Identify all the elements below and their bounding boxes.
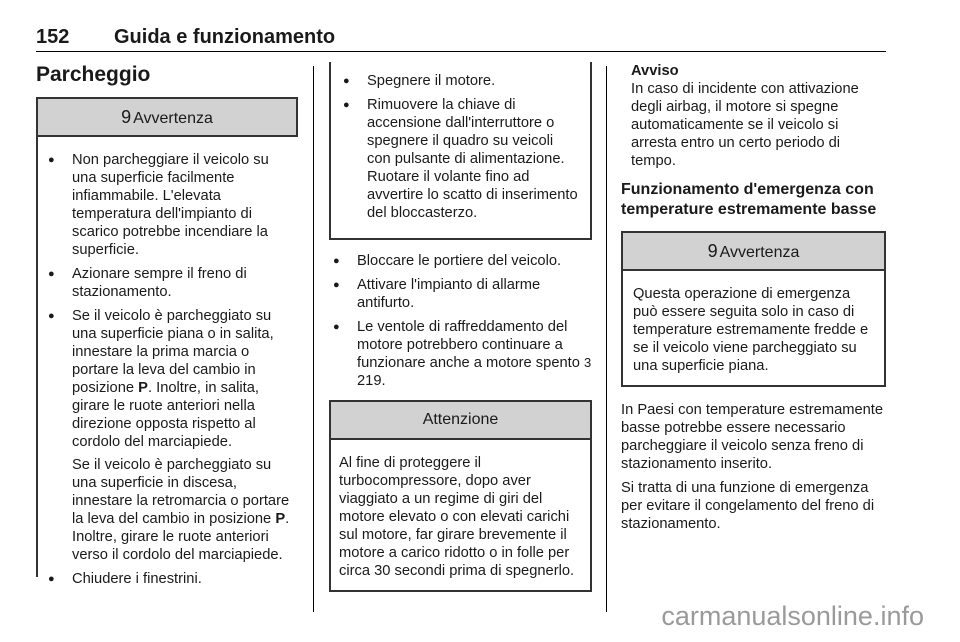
notice-title: Avviso <box>631 63 679 79</box>
column-1 <box>36 62 298 587</box>
list-item: ● Le ventole di raffreddamento del motore potrebbero continuare a funzionare anche a motore spento 3 219. <box>329 318 592 390</box>
warning-body <box>38 137 298 604</box>
warning-header <box>623 233 884 271</box>
list-item: ● Se il veicolo è parcheggiato su una superficie piana o in salita, innestare la prima marcia o portare la leva del cambio in posizione P. Inoltre, in salita, girare le ruote anteriori nella direzione opposta rispetto al cordolo del marciapiede. Se il veicolo è parcheggiato su una superficie in discesa, innestare la retromarcia o portare la leva del cambio in posizione P. Inoltre, girare le ruote anteriori verso il cordolo del marciapiede. <box>44 307 290 564</box>
column-3 <box>621 62 886 539</box>
list-item: ● Rimuovere la chiave di accensione dall'interruttore o spegnere il quadro su veicoli con pulsante di alimentazione. Ruotare il volante fino ad avvertire lo scatto di inserimento del bloccasterzo. <box>339 96 580 222</box>
warning-header <box>38 99 298 137</box>
warning-icon: 9 <box>121 107 132 127</box>
column-2 <box>329 62 592 604</box>
section-title-emergency: Funzionamento d'emergenza con temperature estremamente basse <box>621 181 877 218</box>
warning-box-continued <box>329 62 592 240</box>
warning-box-emergency <box>621 231 886 387</box>
caution-box <box>329 400 592 592</box>
list-item: ● Bloccare le portiere del veicolo. <box>329 252 592 270</box>
notice-text: In caso di incidente con attivazione degli airbag, il motore si spegne automaticamente se il veicolo si arresta entro un certo periodo di tempo. <box>631 81 859 169</box>
column-divider-1 <box>313 66 314 612</box>
caution-body: Al fine di proteggere il turbocompressore, dopo aver viaggiato a un regime di giri del motore elevato o con elevati carichi sul motore, far girare brevemente il motore a carico ridotto o in folle per circa 30 secondi prima di spegnerlo. <box>339 455 575 579</box>
paragraph: In Paesi con temperature estremamente basse potrebbe essere necessario parcheggiare il veicolo senza freno di stazionamento inserito. <box>621 402 884 472</box>
column-divider-2 <box>606 66 607 612</box>
warning-box <box>36 97 298 587</box>
list-item: ● Non parcheggiare il veicolo su una superficie facilmente infiammabile. L'elevata temperatura dell'impianto di scarico potrebbe incendiare la superficie. <box>44 151 290 259</box>
list-item: ● Attivare l'impianto di allarme antifurto. <box>329 276 592 312</box>
parking-list <box>44 151 290 588</box>
list-item: ● Azionare sempre il freno di stazionamento. <box>44 265 290 301</box>
gear-key-p: P <box>275 511 286 527</box>
section-title-parcheggio: Parcheggio <box>36 63 151 86</box>
warning-label: Avvertenza <box>719 244 800 261</box>
warning-body: Questa operazione di emergenza può essere seguita solo in caso di temperature estremamente fredde e se il veicolo viene parcheggiato su una superficie piana. <box>633 286 869 374</box>
box-list <box>339 72 580 222</box>
gear-key-p: P <box>138 380 148 396</box>
warning-icon: 9 <box>707 241 718 261</box>
paragraph: Si tratta di una funzione di emergenza per evitare il congelamento del freno di stazionamento. <box>621 480 875 532</box>
warning-body-continued <box>331 62 590 238</box>
page-header <box>36 26 886 52</box>
page-ref-icon: 3 <box>584 355 592 370</box>
page-ref: 219 <box>357 373 382 389</box>
list-item: ● Chiudere i finestrini. <box>44 570 290 588</box>
header-rule <box>36 51 886 52</box>
watermark: carmanualsonline.info <box>661 601 924 631</box>
warning-label: Avvertenza <box>133 110 213 127</box>
running-title: Guida e funzionamento <box>114 26 336 48</box>
list-item: ● Spegnere il motore. <box>339 72 580 90</box>
after-box-list <box>329 252 592 390</box>
page-number: 152 <box>36 26 70 48</box>
caution-header: Attenzione <box>331 402 590 440</box>
notice <box>621 62 886 170</box>
